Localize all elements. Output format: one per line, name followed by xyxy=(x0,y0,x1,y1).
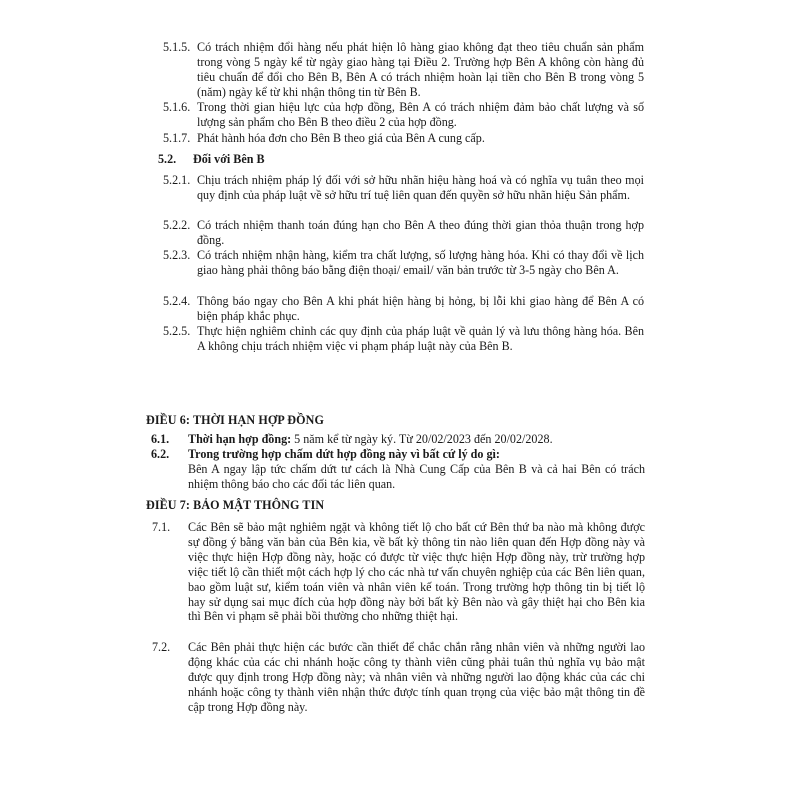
clause-text: Phát hành hóa đơn cho Bên B theo giá của Bên A cung cấp. xyxy=(197,131,485,145)
clause-text: Có trách nhiệm thanh toán đúng hạn cho Bên A theo đúng thời gian thỏa thuận trong hợp đồng. xyxy=(197,218,644,247)
clause-text: 5 năm kể từ ngày ký. Từ 20/02/2023 đến 20/02/2028. xyxy=(291,432,553,446)
clause-text: Có trách nhiệm đổi hàng nếu phát hiện lô hàng giao không đạt theo tiêu chuẩn sản phẩm trong vòng 5 ngày kể từ ngày giao hàng tại Điều 2. Trường hợp Bên A không còn hàng đủ tiêu chuẩn để đổi cho Bên B, Bên A có trách nhiệm hoàn lại tiền cho Bên B trong vòng 5 (năm) ngày kể từ khi nhận thông tin từ Bên B. xyxy=(197,40,644,99)
clause-text: Thông báo ngay cho Bên A khi phát hiện hàng bị hỏng, bị lỗi khi giao hàng để Bên A có biện pháp khắc phục. xyxy=(197,294,644,323)
article-7-heading: ĐIỀU 7: BẢO MẬT THÔNG TIN xyxy=(146,498,325,512)
clause-text: Trong thời gian hiệu lực của hợp đồng, Bên A có trách nhiệm đảm bảo chất lượng và số lượng sản phẩm cho Bên B theo điều 2 của hợp đồng. xyxy=(197,100,644,129)
clause-5-2-2 xyxy=(163,218,644,248)
clause-6-2 xyxy=(151,447,645,492)
clause-text: Thực hiện nghiêm chỉnh các quy định của pháp luật về quản lý và lưu thông hàng hóa. Bên A không chịu trách nhiệm việc vi phạm pháp luật này của Bên B. xyxy=(197,324,644,353)
clause-6-1 xyxy=(151,432,645,447)
clause-number: 5.1.6. xyxy=(163,100,191,114)
clause-number: 5.2.2. xyxy=(163,218,191,232)
clause-text: Các Bên sẽ bảo mật nghiêm ngặt và không tiết lộ cho bất cứ Bên thứ ba nào mà không được sự đồng ý bằng văn bản của Bên kia, về bất kỳ thông tin nào liên quan đến Hợp đồng này và việc thực hiện Hợp đồng này, hoặc có được từ việc thực hiện Hợp đồng này, trừ trường hợp việc tiết lộ cần thiết một cách hợp lý cho các nhà tư vấn chuyên nghiệp của các Bên liên quan, bao gồm luật sư, kiểm toán viên và nhân viên kế toán. Trong trường hợp thông tin bị tiết lộ hay sử dụng sai mục đích của hợp đồng này bởi bất kỳ Bên nào và gây thiệt hại cho Bên kia thì Bên vi phạm sẽ phải bồi thường cho những thiệt hại. xyxy=(188,520,645,624)
clause-text: Có trách nhiệm nhận hàng, kiểm tra chất lượng, số lượng hàng hóa. Khi có thay đổi về lịch giao hàng phải thông báo bằng điện thoại/ email/ văn bản trước từ 3-5 ngày cho Bên A. xyxy=(197,248,644,277)
clause-number: 7.2. xyxy=(152,640,171,654)
clause-5-1-7 xyxy=(163,131,644,146)
clause-number: 5.1.7. xyxy=(163,131,191,145)
clause-text: Bên A ngay lập tức chấm dứt tư cách là Nhà Cung Cấp của Bên B và cả hai Bên có trách nhiệm thông báo cho các đối tác liên quan. xyxy=(188,461,645,491)
clause-number: 5.1.5. xyxy=(163,40,191,54)
clause-5-2-1 xyxy=(163,173,644,203)
clause-number: 5.2.5. xyxy=(163,324,191,338)
clause-number: 7.1. xyxy=(152,520,171,534)
clause-5-2-5 xyxy=(163,324,644,354)
clause-number: 6.2. xyxy=(151,447,170,461)
clause-7-1 xyxy=(152,520,645,624)
clause-number: 5.2.4. xyxy=(163,294,191,308)
subsection-5-2-title: Đối với Bên B xyxy=(193,152,265,166)
clause-label: Trong trường hợp chấm dứt hợp đồng này vì bất cứ lý do gì: xyxy=(188,447,500,461)
clause-5-2-3 xyxy=(163,248,644,278)
clause-body xyxy=(188,432,645,447)
clause-7-2 xyxy=(152,640,645,715)
clause-label: Thời hạn hợp đồng: xyxy=(188,432,292,446)
clause-text: Các Bên phải thực hiện các bước cần thiết để chắc chắn rằng nhân viên và những người lao động khác của các chi nhánh hoặc công ty thành viên cũng phải tuân thủ nghĩa vụ bảo mật được quy định trong Hợp đồng này; và nhân viên và những người lao động khác của các chi nhánh hoặc công ty thành viên nhận thức được tính quan trọng của việc bảo mật thông tin đề cập trong Hợp đồng này. xyxy=(188,640,645,714)
clause-number: 6.1. xyxy=(151,432,170,446)
clause-5-2-4 xyxy=(163,294,644,324)
article-6-heading: ĐIỀU 6: THỜI HẠN HỢP ĐỒNG xyxy=(146,413,324,427)
clause-5-1-6 xyxy=(163,100,644,130)
clause-number: 5.2.3. xyxy=(163,248,191,262)
clause-text: Chịu trách nhiệm pháp lý đối với sở hữu nhãn hiệu hàng hoá và có nghĩa vụ tuân theo mọi quy định của pháp luật về sở hữu trí tuệ liên quan đến quyền sở hữu nhãn hiệu Sản phẩm. xyxy=(197,173,644,202)
clause-5-1-5 xyxy=(163,40,644,100)
clause-body xyxy=(188,447,645,492)
subsection-5-2-number: 5.2. xyxy=(158,152,177,166)
clause-number: 5.2.1. xyxy=(163,173,191,187)
